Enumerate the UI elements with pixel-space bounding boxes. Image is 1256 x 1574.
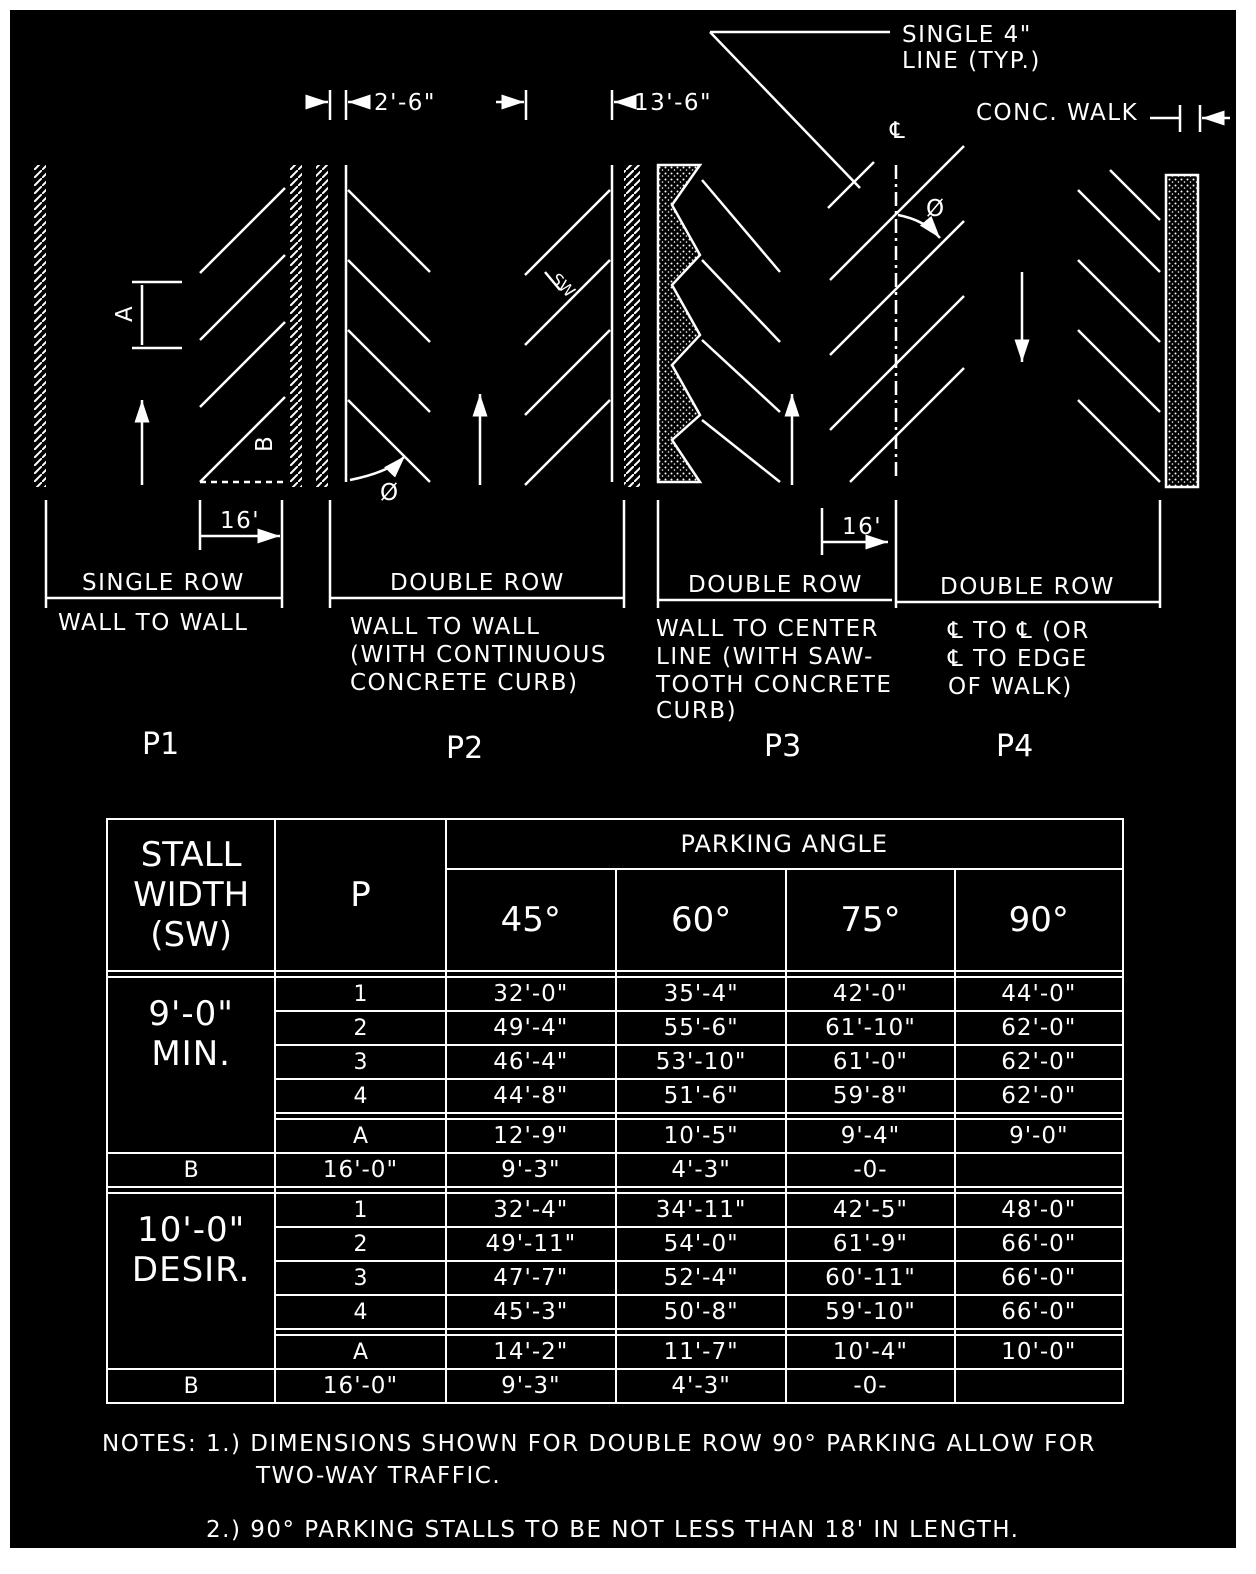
dim-a-label: A [112, 304, 138, 322]
dimension-cell: 14'-2" [446, 1335, 616, 1369]
p4-concrete-walk [1166, 175, 1198, 487]
dimension-cell: -0- [786, 1369, 954, 1403]
table-row [107, 1369, 1123, 1403]
p3-desc-1: WALL TO CENTER [656, 616, 879, 642]
dimension-cell: 4'-3" [616, 1369, 786, 1403]
dimension-cell: 4'-3" [616, 1153, 786, 1187]
dimension-cell: 50'-8" [616, 1295, 786, 1329]
p3-desc-4: CURB) [656, 698, 738, 724]
dimension-cell: 62'-0" [955, 1045, 1123, 1079]
note-2 [206, 1514, 1222, 1546]
single-line-leader [710, 32, 860, 188]
p2-angle-arc [350, 456, 405, 480]
drawing-panel [10, 10, 1236, 1548]
p4-angle-symbol: Ø [926, 196, 946, 222]
stall-width-line: 10'-0" [137, 1210, 246, 1250]
stall-width-cell [107, 977, 275, 1153]
p2-desc-1: WALL TO WALL [350, 614, 541, 640]
dimension-cell: 9'-0" [955, 1119, 1123, 1153]
dimension-cell: 10'-0" [955, 1335, 1123, 1369]
dimension-cell: 49'-11" [446, 1227, 616, 1261]
p4-desc-1: ℄ TO ℄ (OR [948, 618, 1090, 644]
dimension-cell: 51'-6" [616, 1079, 786, 1113]
header-parking-angle: PARKING ANGLE [446, 819, 1123, 869]
dimension-cell: 48'-0" [955, 1193, 1123, 1227]
dimension-cell: 66'-0" [955, 1261, 1123, 1295]
dimension-cell: 11'-7" [616, 1335, 786, 1369]
p3-stalls [702, 180, 780, 482]
notes-block [102, 1428, 1222, 1546]
p-cell: B [107, 1369, 275, 1403]
dimension-cell: 60'-11" [786, 1261, 954, 1295]
dimension-cell: -0- [786, 1153, 954, 1187]
p-cell: A [275, 1119, 445, 1153]
header-angle-75: 75° [786, 869, 954, 971]
dimension-cell: 10'-5" [616, 1119, 786, 1153]
header-stall-width [107, 819, 275, 971]
p-cell: 3 [275, 1261, 445, 1295]
p3-desc-3: TOOTH CONCRETE [656, 672, 893, 698]
p4-desc-3: OF WALK) [948, 674, 1073, 700]
p3-id: P3 [764, 729, 802, 764]
centerline-symbol: ℄ [890, 118, 907, 144]
dimension-cell: 53'-10" [616, 1045, 786, 1079]
header-angle-90: 90° [955, 869, 1123, 971]
p4-row-label: DOUBLE ROW [940, 574, 1115, 600]
dimension-cell: 9'-4" [786, 1119, 954, 1153]
dimension-cell: 16'-0" [275, 1369, 445, 1403]
p4-desc-2: ℄ TO EDGE [948, 646, 1088, 672]
p1-right-wall [290, 165, 302, 487]
dimension-cell: 35'-4" [616, 977, 786, 1011]
notes-prefix: NOTES: [102, 1431, 198, 1457]
table-row [107, 1153, 1123, 1187]
note-1-text-1: DIMENSIONS SHOWN FOR DOUBLE ROW 90° PARKING ALLOW FOR [250, 1431, 1096, 1457]
p3-row-label: DOUBLE ROW [688, 572, 863, 598]
dimension-cell: 16'-0" [275, 1153, 445, 1187]
dimension-cell: 47'-7" [446, 1261, 616, 1295]
note-2-text: 90° PARKING STALLS TO BE NOT LESS THAN 18' IN LENGTH. [250, 1517, 1020, 1543]
p2-left-wall [316, 165, 328, 487]
dimension-cell: 9'-3" [446, 1153, 616, 1187]
dimension-cell: 44'-8" [446, 1079, 616, 1113]
p-cell: B [107, 1153, 275, 1187]
p2-left-stalls [348, 190, 430, 482]
stall-width-line: DESIR. [131, 1250, 251, 1290]
dimension-cell: 46'-4" [446, 1045, 616, 1079]
dimension-cell: 12'-9" [446, 1119, 616, 1153]
stall-width-line: 9'-0" [148, 994, 234, 1034]
header-sw-line-3: (SW) [150, 915, 233, 955]
header-p: P [275, 819, 445, 971]
dimension-cell: 59'-8" [786, 1079, 954, 1113]
p1-desc-1: WALL TO WALL [58, 610, 249, 636]
p2-right-stalls [525, 190, 610, 485]
p4-right-stalls [1078, 170, 1160, 482]
table-row [107, 977, 1123, 1011]
dimension-cell: 55'-6" [616, 1011, 786, 1045]
p3-sawtooth-curb [658, 165, 700, 482]
dimension-cell: 34'-11" [616, 1193, 786, 1227]
dim-sw-label: SW [547, 269, 579, 302]
p-cell: 1 [275, 1193, 445, 1227]
dimension-cell: 10'-4" [786, 1335, 954, 1369]
dimension-cell: 66'-0" [955, 1295, 1123, 1329]
table-row [107, 1193, 1123, 1227]
single-line-label-2: LINE (TYP.) [902, 48, 1041, 74]
p2-row-label: DOUBLE ROW [390, 570, 565, 596]
p3-16-label: 16' [842, 514, 883, 540]
note-1-text-2: TWO-WAY TRAFFIC. [256, 1463, 502, 1489]
single-line-label-1: SINGLE 4" [902, 22, 1032, 48]
note-1-number: 1.) [206, 1431, 242, 1457]
p3-left-wall [624, 165, 636, 487]
dim-2-6-label: 2'-6" [374, 90, 436, 116]
header-sw-line-2: WIDTH [133, 875, 250, 915]
dimension-cell: 32'-4" [446, 1193, 616, 1227]
p-cell: 2 [275, 1227, 445, 1261]
p2-angle-symbol: Ø [380, 480, 400, 506]
stall-width-line: MIN. [151, 1034, 231, 1074]
dimension-cell: 42'-5" [786, 1193, 954, 1227]
dimension-cell: 32'-0" [446, 977, 616, 1011]
p-cell: 4 [275, 1079, 445, 1113]
dimension-cell: 61'-10" [786, 1011, 954, 1045]
stall-width-cell [107, 1193, 275, 1369]
parking-dimensions-table [106, 818, 1124, 1404]
dimension-cell: 42'-0" [786, 977, 954, 1011]
p-cell: A [275, 1335, 445, 1369]
p2-desc-2: (WITH CONTINUOUS [350, 642, 607, 668]
p1-row-label: SINGLE ROW [82, 570, 245, 596]
dimension-cell: 54'-0" [616, 1227, 786, 1261]
p1-left-wall [34, 165, 46, 487]
p-cell: 1 [275, 977, 445, 1011]
p2-desc-3: CONCRETE CURB) [350, 670, 579, 696]
dim-13-6-label: 13'-6" [634, 90, 713, 116]
dimension-cell: 52'-4" [616, 1261, 786, 1295]
dimension-cell: 61'-0" [786, 1045, 954, 1079]
dimension-cell: 44'-0" [955, 977, 1123, 1011]
dimension-cell: 66'-0" [955, 1227, 1123, 1261]
p3-desc-2: LINE (WITH SAW- [656, 644, 874, 670]
dimension-cell: 9'-3" [446, 1369, 616, 1403]
dimension-cell: 62'-0" [955, 1079, 1123, 1113]
dimension-cell: 59'-10" [786, 1295, 954, 1329]
parking-layout-diagram [10, 10, 1236, 800]
p1-id: P1 [142, 727, 180, 762]
p-cell: 3 [275, 1045, 445, 1079]
p2-id: P2 [446, 731, 484, 766]
p4-id: P4 [996, 729, 1034, 764]
dimension-cell: 61'-9" [786, 1227, 954, 1261]
dimension-cell: 62'-0" [955, 1011, 1123, 1045]
p1-16-label: 16' [220, 508, 261, 534]
dimension-cell: 45'-3" [446, 1295, 616, 1329]
header-sw-line-1: STALL [140, 835, 242, 875]
p-cell: 4 [275, 1295, 445, 1329]
dimension-cell: 49'-4" [446, 1011, 616, 1045]
header-angle-45: 45° [446, 869, 616, 971]
conc-walk-label: CONC. WALK [976, 100, 1139, 126]
p-cell: 2 [275, 1011, 445, 1045]
dim-b-label: B [252, 434, 278, 452]
note-1-line-1 [102, 1428, 1222, 1460]
note-2-number: 2.) [206, 1517, 242, 1543]
header-angle-60: 60° [616, 869, 786, 971]
